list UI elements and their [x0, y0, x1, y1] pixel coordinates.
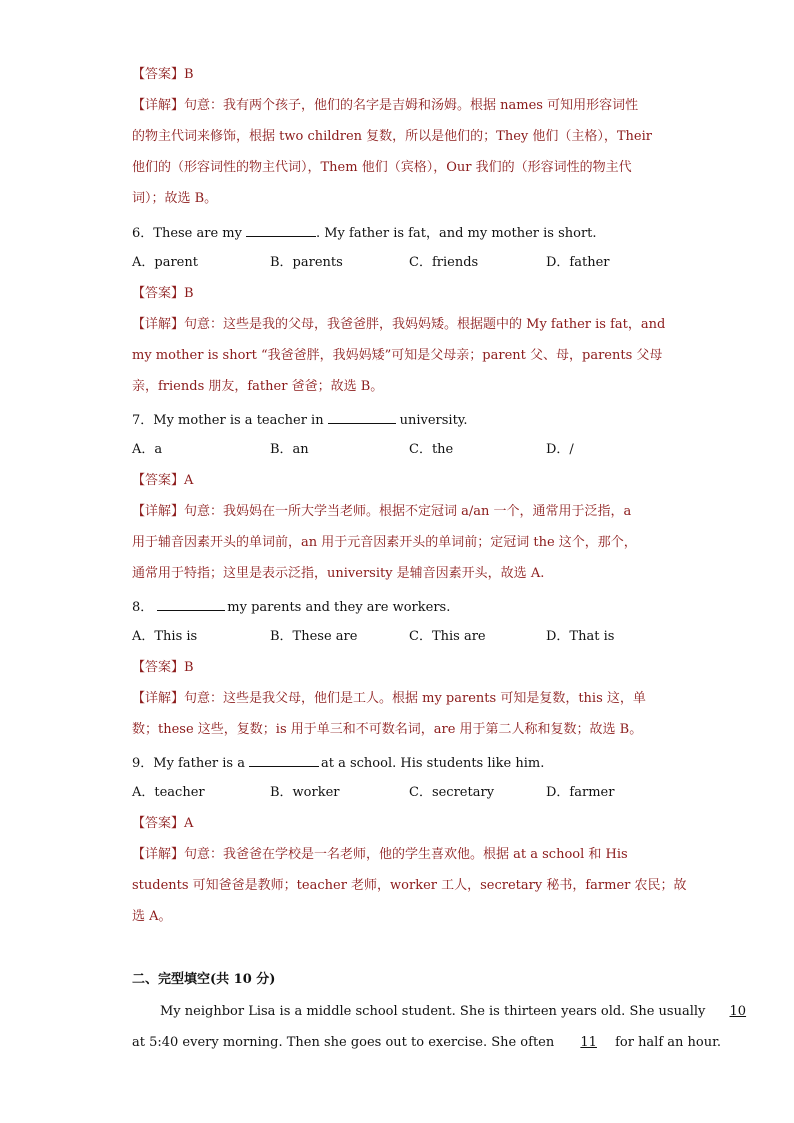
q6-stem-post: . My father is fat，and my mother is short. — [315, 226, 597, 241]
q9-option-a: A．teacher — [132, 785, 205, 800]
q6-explanation-line: 【详解】句意：这些是我的父母，我爸爸胖，我妈妈矮。根据题中的 My father is fat，and — [132, 317, 666, 332]
q8-stem-pre: 8． — [132, 600, 154, 615]
q9-stem — [132, 753, 544, 773]
q6-explanation-line: my mother is short “我爸爸胖，我妈妈矮”可知是父母亲；parent 父、母，parents 父母 — [132, 348, 663, 363]
q7-option-a: A．a — [132, 442, 163, 457]
q7-blank — [328, 410, 396, 424]
q8-option-b: B．These are — [270, 629, 358, 644]
q9-option-d: D．farmer — [546, 785, 615, 800]
q7-option-c: C．the — [409, 442, 454, 457]
q6-answer: 【答案】B — [132, 286, 194, 301]
q5-explanation-line: 他们的（形容词性的物主代词），Them 他们（宾格），Our 我们的（形容词性的物主代 — [132, 160, 632, 175]
q9-option-b: B．worker — [270, 785, 340, 800]
q6-blank — [246, 223, 316, 237]
cloze-line-1 — [160, 1003, 750, 1021]
cloze-text: at 5:40 every morning. Then she goes out to exercise. She often — [132, 1035, 555, 1050]
cloze-text: My neighbor Lisa is a middle school student. She is thirteen years old. She usually — [160, 1004, 706, 1019]
q5-explanation-line: 【详解】句意：我有两个孩子，他们的名字是吉姆和汤姆。根据 names 可知用形容词性 — [132, 98, 639, 113]
q8-stem — [132, 597, 450, 617]
q9-explanation-line: 选 A。 — [132, 909, 172, 924]
cloze-line-2 — [132, 1034, 721, 1052]
q8-answer: 【答案】B — [132, 660, 194, 675]
q6-explanation-line: 亲，friends 朋友，father 爸爸；故选 B。 — [132, 379, 384, 394]
q8-explanation-line: 数；these 这些，复数；is 用于单三和不可数名词，are 用于第二人称和复数；故选 B。 — [132, 722, 643, 737]
q5-answer: 【答案】B — [132, 67, 194, 82]
q9-blank — [249, 753, 319, 767]
q5-explanation-line: 的物主代词来修饰，根据 two children 复数，所以是他们的；They 他们（主格），Their — [132, 129, 652, 144]
q5-explanation-line: 词）；故选 B。 — [132, 191, 218, 206]
q7-option-b: B．an — [270, 442, 309, 457]
q9-stem-post: at a school. His students like him. — [320, 756, 545, 771]
q6-option-d: D．father — [546, 255, 610, 270]
q8-blank — [157, 597, 225, 611]
q9-option-c: C．secretary — [409, 785, 495, 800]
q8-option-c: C．This are — [409, 629, 486, 644]
q7-stem — [132, 410, 468, 430]
q7-option-d: D．/ — [546, 442, 574, 457]
q9-explanation-line: students 可知爸爸是教师；teacher 老师，worker 工人，secretary 秘书，farmer 农民；故 — [132, 878, 687, 893]
q8-option-a: A．This is — [132, 629, 198, 644]
cloze-blank-10: 10 — [729, 1004, 747, 1019]
q7-stem-pre: 7．My mother is a teacher in — [132, 413, 324, 428]
q8-stem-post: my parents and they are workers. — [227, 600, 451, 615]
q8-explanation-line: 【详解】句意：这些是我父母，他们是工人。根据 my parents 可知是复数，this 这，单 — [132, 691, 646, 706]
q9-answer: 【答案】A — [132, 816, 194, 831]
q7-explanation-line: 【详解】句意：我妈妈在一所大学当老师。根据不定冠词 a/an 一个，通常用于泛指，a — [132, 504, 632, 519]
section-heading: 二、完型填空(共 10 分) — [132, 972, 276, 987]
cloze-blank-11: 11 — [580, 1035, 597, 1050]
q7-stem-post: university. — [399, 413, 468, 428]
q6-option-b: B．parents — [270, 255, 343, 270]
q6-option-a: A．parent — [132, 255, 198, 270]
q6-stem-pre: 6．These are my — [132, 226, 242, 241]
q7-answer: 【答案】A — [132, 473, 194, 488]
cloze-text: for half an hour. — [615, 1035, 722, 1050]
q8-option-d: D．That is — [546, 629, 615, 644]
q7-explanation-line: 用于辅音因素开头的单词前，an 用于元音因素开头的单词前；定冠词 the 这个，那个， — [132, 535, 637, 550]
q9-explanation-line: 【详解】句意：我爸爸在学校是一名老师，他的学生喜欢他。根据 at a school 和 His — [132, 847, 628, 862]
q9-stem-pre: 9．My father is a — [132, 756, 245, 771]
q7-explanation-line: 通常用于特指；这里是表示泛指，university 是辅音因素开头，故选 A. — [132, 566, 545, 581]
q6-stem — [132, 223, 597, 243]
q6-option-c: C．friends — [409, 255, 479, 270]
